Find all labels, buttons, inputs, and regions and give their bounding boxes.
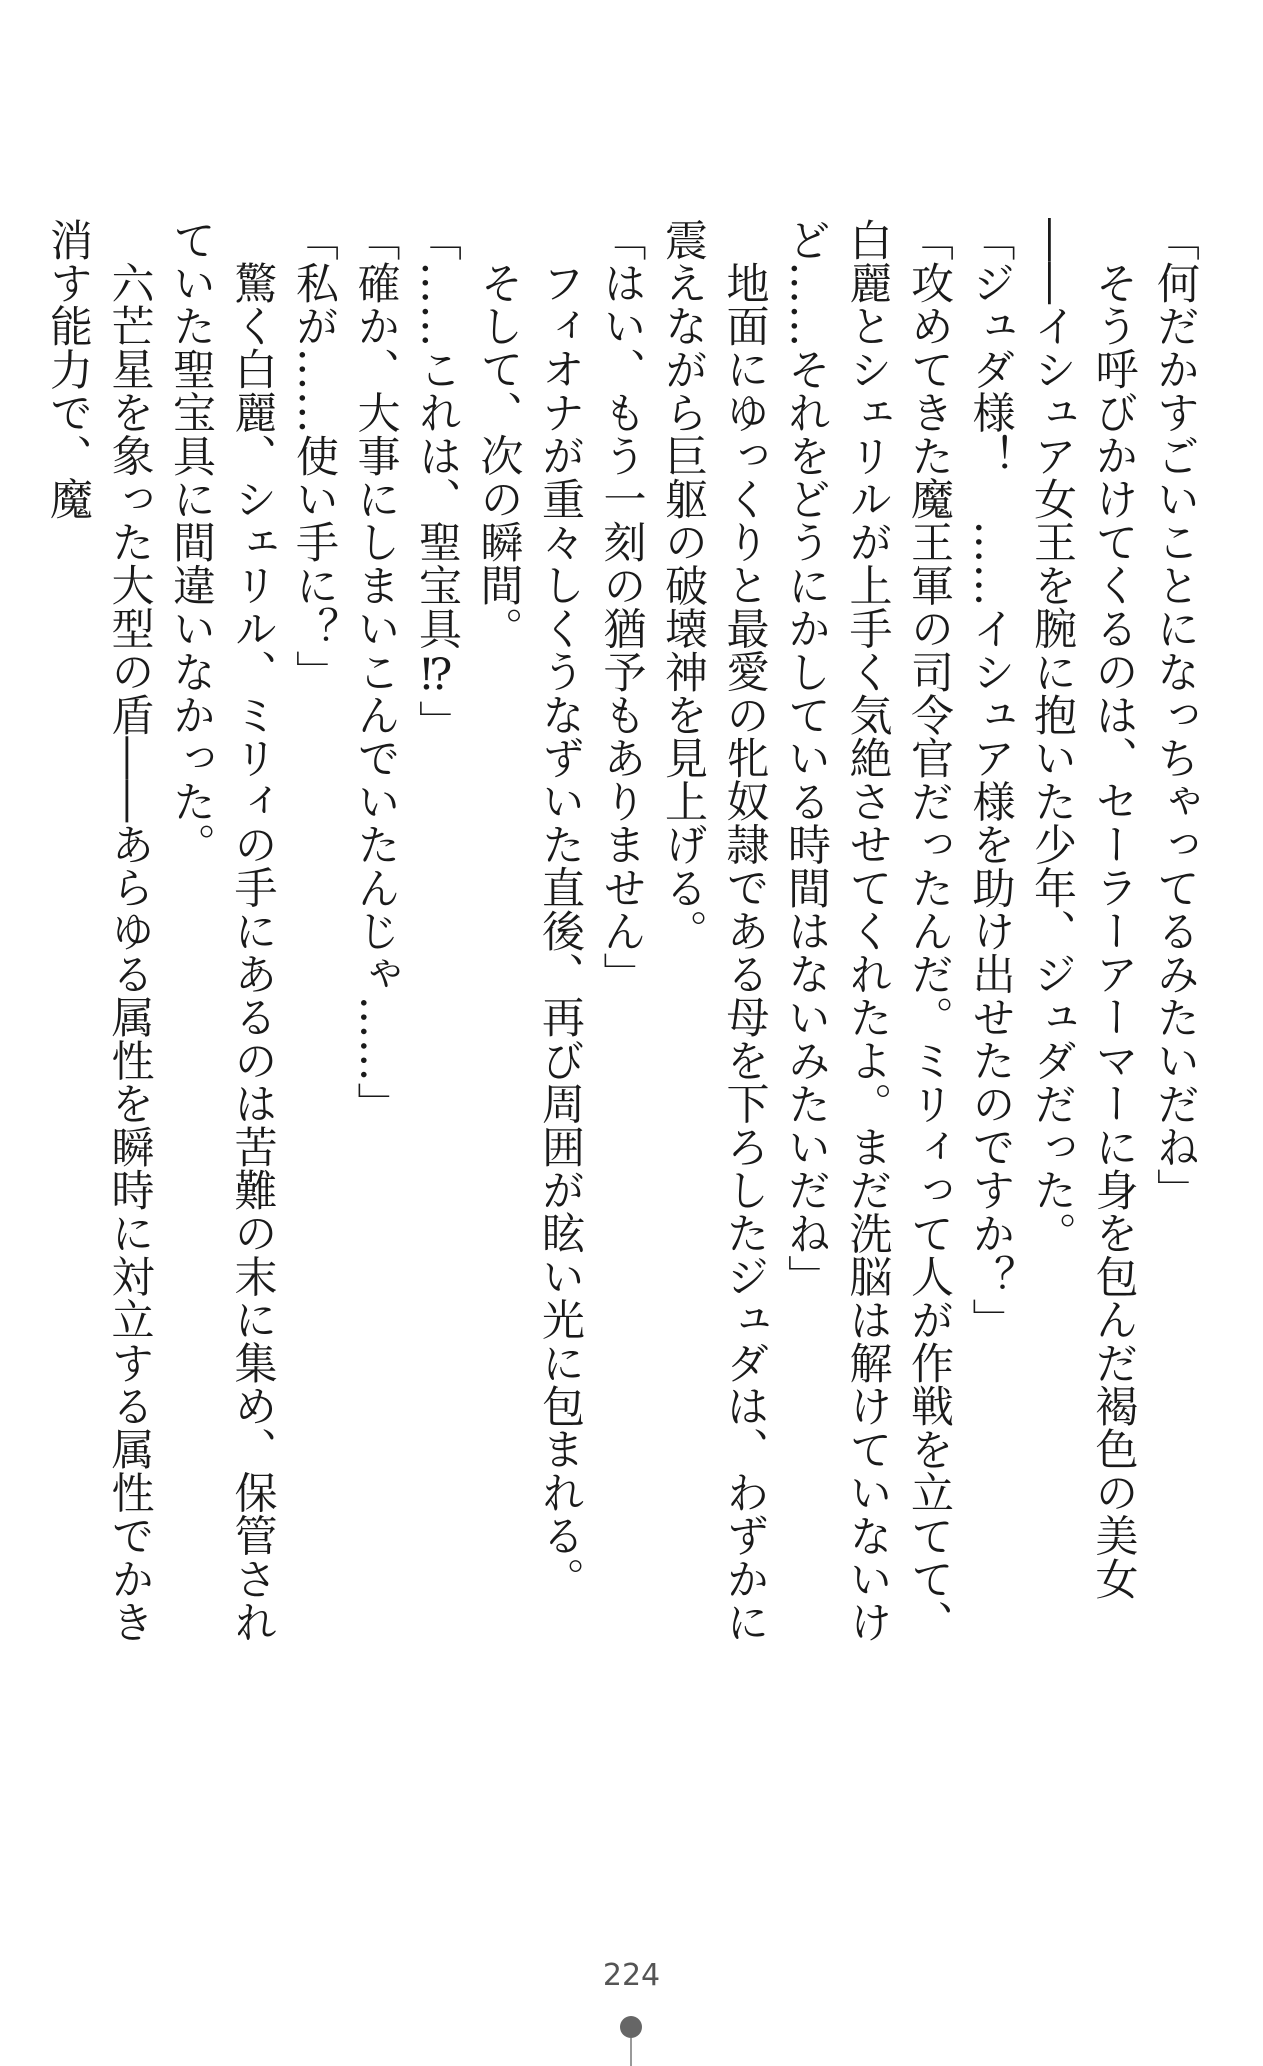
- paragraph: 「はい、もう一刻の猶予もありません」: [596, 218, 647, 996]
- paragraph: 驚く白麗、シェリル、ミリィの手にあるのは苦難の末に集め、保管されていた聖宝具に間違いなかった。: [166, 218, 278, 1644]
- paragraph: 「確か、大事にしまいこんでいたんじゃ……」: [350, 218, 401, 1126]
- paragraph: そう呼びかけてくるのは、セーラーアーマーに身を包んだ褐色の美女――イシュア女王を腕に抱いた少年、ジュダだった。: [1027, 218, 1139, 1601]
- body-text: [43, 218, 1205, 1678]
- page-number: 224: [602, 1958, 661, 1993]
- paragraph: 「攻めてきた魔王軍の司令官だったんだ。ミリィって人が作戦を立てて、白麗とシェリルが上手く気絶させてくれたよ。まだ洗脳は解けていないけど……それをどうにかしている時間はないみたいだね」: [781, 218, 954, 1644]
- page-marker-dot-icon: [620, 2016, 642, 2038]
- paragraph: 「……これは、聖宝具⁉」: [412, 218, 462, 744]
- paragraph: 「何だかすごいことになっちゃってるみたいだね」: [1150, 218, 1200, 1212]
- paragraph: 地面にゆっくりと最愛の牝奴隷である母を下ろしたジュダは、わずかに震えながら巨躯の破壊神を見上げる。: [658, 218, 770, 1644]
- page-marker-line: [630, 2038, 632, 2066]
- paragraph: 六芒星を象った大型の盾――あらゆる属性を瞬時に対立する属性でかき消す能力で、魔: [43, 218, 155, 1644]
- paragraph: 「ジュダ様！ ……イシュア様を助け出せたのですか？」: [965, 218, 1016, 1342]
- paragraph: フィオナが重々しくうなずいた直後、再び周囲が眩い光に包まれる。: [535, 261, 585, 1601]
- paragraph: そして、次の瞬間。: [473, 261, 524, 650]
- paragraph: 「私が……使い手に？」: [289, 218, 339, 694]
